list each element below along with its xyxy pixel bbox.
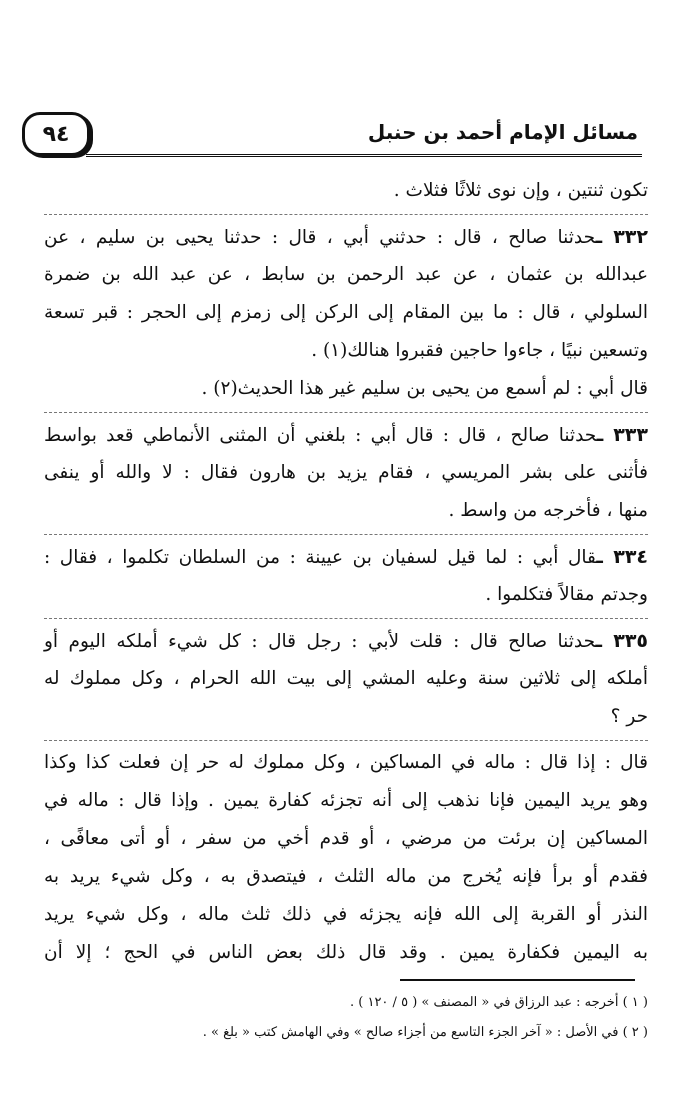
entry-separator (44, 740, 648, 741)
text-line: فقدم أو برأ فإنه يُخرج من ماله الثلث ، فيتصدق به ، وكل شيء يريد به (44, 866, 648, 887)
text-line: المساكين إن برئت من مرضي ، أو قدم أخي من سفر ، أو أتى معافًى ، (44, 828, 648, 849)
text-line: النذر أو القربة إلى الله فإنه يجزئه في ذلك ثلث ماله ، وكل شيء يريد (44, 904, 648, 925)
text-line: وتسعين نبيًا ، جاءوا حاجين فقبروا هنالك(١) . (311, 340, 648, 361)
entry-number: ٣٣٤ ـ (596, 546, 649, 568)
entry-separator (44, 534, 648, 535)
entry-332 (44, 218, 648, 408)
entry-number: ٣٣٢ ـ (595, 226, 648, 248)
header-rule (86, 154, 642, 157)
footnote-rule (400, 979, 635, 981)
text-line: قال أبي : لما قيل لسفيان بن عيينة : من السلطان تكلموا ، فقال : (44, 547, 597, 568)
entry-334 (44, 538, 648, 614)
text-line: عبدالله بن عثمان ، عن عبد الرحمن بن سابط ، عن عبد الله بن ضمرة (44, 264, 648, 285)
page-header (22, 112, 642, 160)
entry-separator (44, 214, 648, 215)
entry-333 (44, 416, 648, 530)
footnote-1: ( ١ ) أخرجه : عبد الرزاق في « المصنف » ( ٥ / ١٢٠ ) . (350, 995, 648, 1010)
text-line: به اليمين فكفارة يمين . وقد قال ذلك بعض الناس في الحج ؛ إلا أن (44, 942, 648, 963)
text-line: حدثنا صالح قال : قلت لأبي : رجل قال : كل شيء أملكه اليوم أو (44, 631, 596, 652)
text-line: قال أبي : لم أسمع من يحيى بن سليم غير هذا الحديث(٢) . (201, 378, 648, 399)
book-title: مسائل الإمام أحمد بن حنبل (367, 120, 638, 144)
continuation-paragraph (44, 172, 648, 210)
text-line: قال : إذا قال : ماله في المساكين ، وكل مملوك له حر إن فعلت كذا وكذا (44, 752, 648, 773)
footnote-2: ( ٢ ) في الأصل : « آخر الجزء التاسع من أجزاء صالح » وفي الهامش كتب « بلغ » . (202, 1025, 648, 1040)
text-line: حر ؟ (610, 706, 648, 727)
entry-335 (44, 622, 648, 736)
page-body (44, 172, 648, 972)
text-line: أملكه إلى ثلاثين سنة وعليه المشي إلى بيت الله الحرام ، وكل مملوك له (44, 668, 648, 689)
answer-paragraph (44, 744, 648, 972)
entry-separator (44, 412, 648, 413)
text-line: تكون ثنتين ، وإن نوى ثلاثًا فثلاث . (393, 180, 648, 201)
text-line: حدثنا صالح ، قال : حدثني أبي ، قال : حدثنا يحيى بن سليم ، عن (44, 227, 596, 248)
entry-number: ٣٣٥ ـ (595, 630, 649, 652)
page-number: ٩٤ (22, 112, 90, 156)
text-line: وجدتم مقالاً فتكلموا . (485, 584, 648, 605)
text-line: السلولي ، قال : ما بين المقام إلى الركن إلى زمزم إلى الحجر : قبر تسعة (44, 302, 648, 323)
footnotes (44, 988, 648, 1048)
text-line: فأثنى على بشر المريسي ، فقام يزيد بن هارون فقال : لا والله أو ينفى (44, 462, 648, 483)
entry-separator (44, 618, 648, 619)
entry-number: ٣٣٣ ـ (596, 424, 648, 446)
text-line: حدثنا صالح ، قال : قال أبي : بلغني أن المثنى الأنماطي قعد بواسط (44, 425, 597, 446)
text-line: منها ، فأخرجه من واسط . (448, 500, 648, 521)
text-line: وهو يريد اليمين فإنا نذهب إلى أنه تجزئه كفارة يمين . وإذا قال : ماله في (44, 790, 648, 811)
